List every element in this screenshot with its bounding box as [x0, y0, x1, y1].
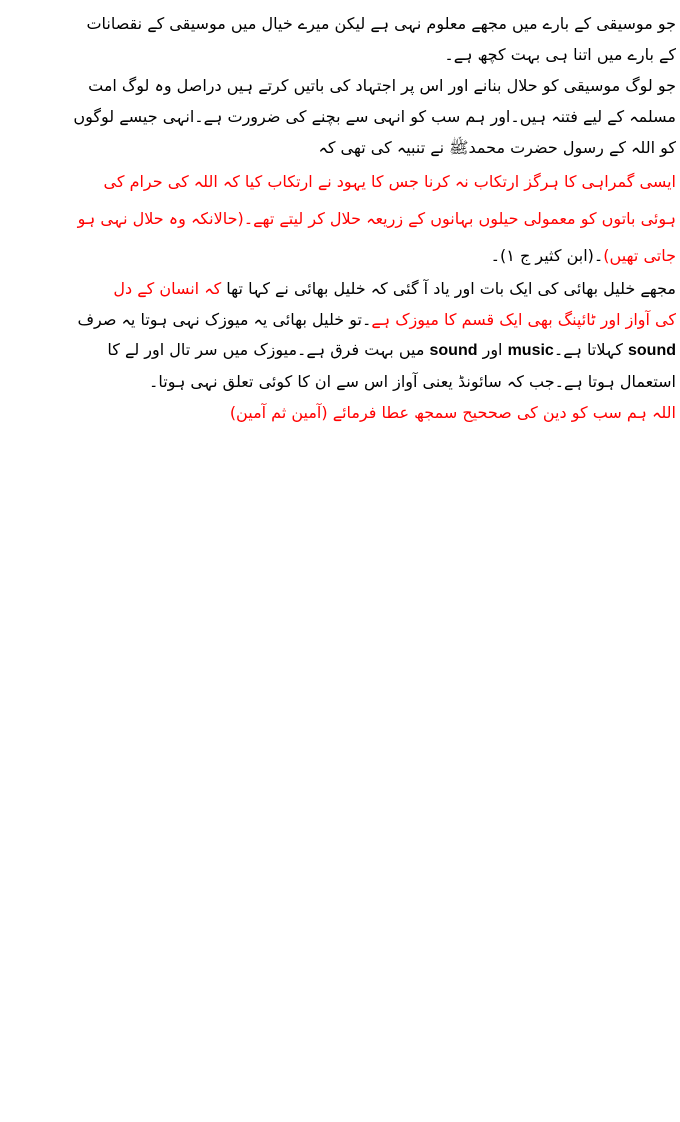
hadith-line-last [6, 237, 676, 274]
paragraph-line: مسلمہ کے لیے فتنہ ہیں۔اور ہم سب کو انہی سے بچنے کی ضرورت ہے۔انہی جیسے لوگوں [73, 107, 676, 126]
hadith-text: جاتی تھیں) [603, 246, 676, 265]
khalil-reply: میں بہت فرق ہے۔میوزک میں سر تال اور لے کا [107, 340, 430, 359]
hadith-reference: ۔(ابن کثیر ج ۱)۔ [490, 246, 604, 265]
khalil-quote: کی آواز اور ٹائپنگ بھی ایک قسم کا میوزک ہے [371, 309, 676, 329]
paragraph-line [6, 335, 676, 367]
paragraph-line [6, 305, 676, 336]
paragraph-khalil [6, 274, 676, 397]
khalil-reply: ۔تو خلیل بھائی یہ میوزک نہی ہوتا یہ صرف [77, 309, 372, 329]
khalil-reply: کہلاتا ہے۔ [553, 340, 628, 359]
paragraph-line: استعمال ہوتا ہے۔جب کہ سائونڈ یعنی آواز اس سے ان کا کوئی تعلق نہی ہوتا۔ [148, 371, 676, 391]
hadith-quote [6, 163, 676, 274]
english-word-sound: sound [628, 342, 676, 359]
paragraph-warning [6, 70, 676, 163]
hadith-line: ایسی گمراہی کا ہرگز ارتکاب نہ کرنا جس کا یہود نے ارتکاب کیا کہ اللہ کی حرام کی [103, 172, 676, 191]
paragraph-line [6, 274, 676, 305]
khalil-quote: کہ انسان کے دل [113, 279, 227, 298]
paragraph-intro [6, 8, 676, 70]
english-word-music: music [507, 342, 554, 359]
hadith-line: ہوئی باتوں کو معمولی حیلوں بہانوں کے زریعہ حلال کر لیتے تھے۔(حالانکہ وہ حلال نہی ہو [77, 209, 676, 228]
paragraph-line: کے بارے میں اتنا ہی بہت کچھ ہے۔ [444, 45, 676, 64]
paragraph-line: کو اللہ کے رسول حضرت محمدﷺ نے تنبیہ کی تھی کہ [318, 138, 676, 157]
paragraph-line: جو موسیقی کے بارے میں مجھے معلوم نہی ہے لیکن میرے خیال میں موسیقی کے نقصانات [86, 14, 676, 33]
khalil-text: مجھے خلیل بھائی کی ایک بات اور یاد آ گئی کہ خلیل بھائی نے کہا تھا [226, 279, 676, 298]
khalil-reply: اور [477, 340, 508, 359]
paragraph-line: جو لوگ موسیقی کو حلال بنانے اور اس پر اجتہاد کی باتیں کرتے ہیں دراصل وہ لوگ امت [88, 76, 676, 95]
closing-prayer: اللہ ہم سب کو دین کی صححیح سمجھ عطا فرمائے (آمین ثم آمین) [229, 403, 676, 422]
english-word-sound: sound [429, 342, 478, 359]
